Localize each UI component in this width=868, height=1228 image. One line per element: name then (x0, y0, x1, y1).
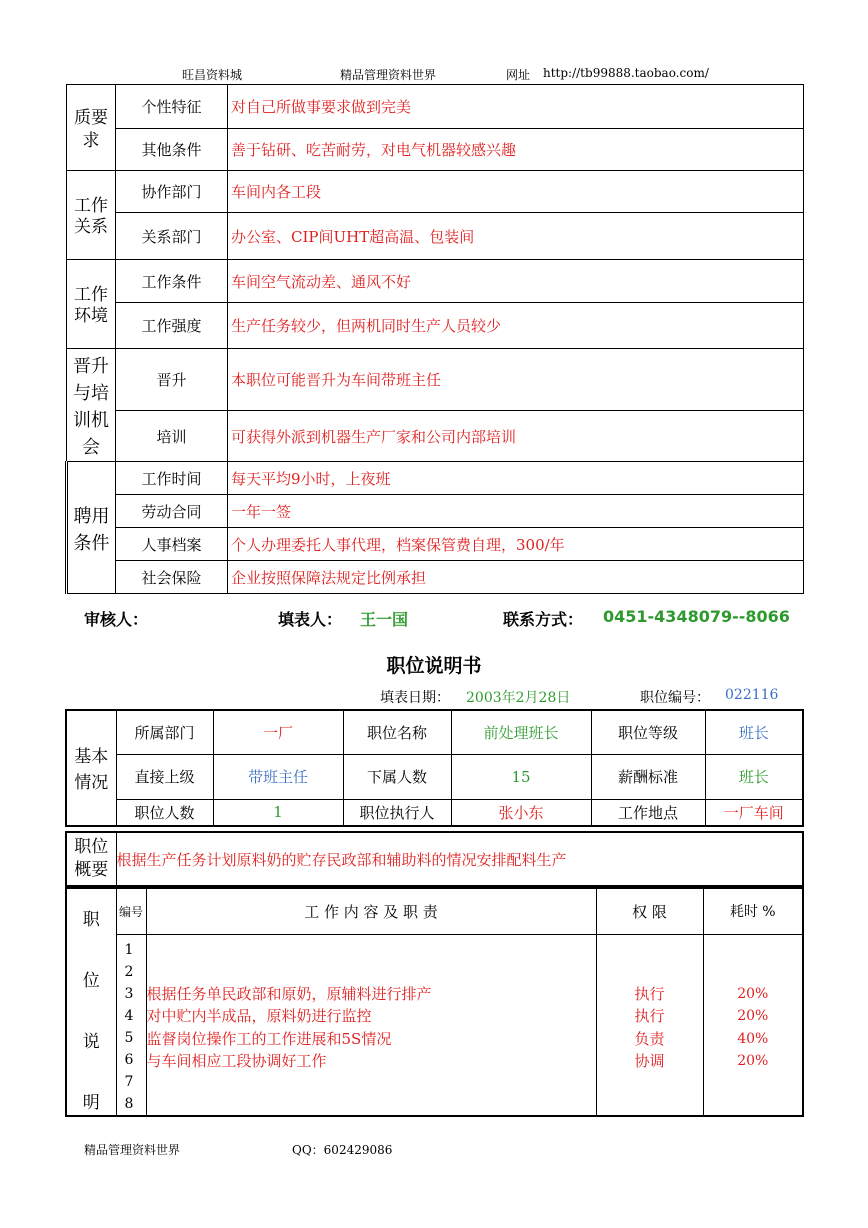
row-label: 劳动合同 (116, 495, 228, 528)
row-label: 协作部门 (116, 171, 228, 213)
section-summary: 职位概要 (66, 832, 116, 886)
row-number: 5 (124, 1029, 134, 1046)
boss-label: 直接上级 (116, 754, 213, 799)
duties-section-char: 说 (82, 1032, 100, 1052)
col-time-header: 耗时 % (703, 888, 803, 934)
requirements-table (65, 84, 804, 594)
code-value: 022116 (725, 687, 779, 703)
task-text: 根据任务单民政部和原奶，原辅料进行排产 (146, 984, 432, 1003)
section-environment: 工作环境 (67, 260, 116, 349)
row-value: 善于钻研、吃苦耐劳，对电气机器较感兴趣 (228, 129, 804, 171)
duties-section-char: 位 (82, 971, 100, 991)
date-label: 填表日期： (380, 690, 450, 706)
col-no-header: 编号 (116, 888, 146, 934)
header-shop: 旺昌资料城 (182, 68, 243, 82)
row-value: 对自己所做事要求做到完美 (228, 85, 804, 129)
row-value: 企业按照保障法规定比例承担 (228, 561, 804, 594)
row-label: 培训 (116, 411, 228, 462)
task-column (146, 934, 596, 1116)
row-label: 晋升 (116, 349, 228, 411)
exec-value: 张小东 (451, 799, 591, 826)
footer-qq: QQ：602429086 (292, 1143, 393, 1157)
code-label: 职位编号： (640, 690, 710, 706)
task-auth: 执行 (634, 984, 665, 1003)
row-number: 7 (124, 1073, 134, 1090)
task-time: 20% (737, 1053, 769, 1069)
row-label: 人事档案 (116, 528, 228, 561)
section-duties (66, 888, 116, 1116)
summary-table (65, 831, 804, 887)
row-number: 2 (124, 963, 134, 980)
section-quality: 质要求 (67, 85, 116, 171)
row-value: 个人办理委托人事代理，档案保管费自理，300/年 (228, 528, 804, 561)
pay-label: 薪酬标准 (591, 754, 705, 799)
row-label: 个性特征 (116, 85, 228, 129)
contact-label: 联系方式： (503, 610, 584, 629)
row-label: 工作时间 (116, 462, 228, 495)
subs-value: 15 (451, 754, 591, 799)
task-auth: 协调 (634, 1052, 665, 1070)
filler-label: 填表人： (278, 610, 343, 629)
duties-table (65, 887, 804, 1117)
row-label: 关系部门 (116, 213, 228, 260)
task-auth: 执行 (634, 1007, 665, 1025)
grade-label: 职位等级 (591, 710, 705, 754)
contact-value: 0451-4348079--8066 (603, 607, 790, 626)
task-time: 20% (737, 985, 769, 1002)
row-value: 办公室、CIP间UHT超高温、包装间 (228, 213, 804, 260)
pay-value: 班长 (705, 754, 803, 799)
section-employment: 聘用条件 (67, 462, 116, 594)
place-label: 工作地点 (591, 799, 705, 826)
row-value: 生产任务较少，但两机同时生产人员较少 (228, 303, 804, 349)
row-label: 其他条件 (116, 129, 228, 171)
row-number: 6 (124, 1051, 134, 1068)
header-url-label: 网址 (506, 68, 531, 82)
date-value: 2003年2月28日 (466, 690, 571, 706)
exec-label: 职位执行人 (343, 799, 451, 826)
header-world: 精品管理资料世界 (340, 68, 437, 82)
row-number: 4 (124, 1007, 134, 1024)
dept-label: 所属部门 (116, 710, 213, 754)
row-label: 工作条件 (116, 260, 228, 303)
task-text: 监督岗位操作工的工作进展和5S情况 (146, 1029, 392, 1048)
task-text: 对中贮内半成品，原料奶进行监控 (146, 1007, 372, 1025)
row-number: 1 (124, 941, 134, 958)
section-relations: 工作关系 (67, 171, 116, 260)
pos-label: 职位名称 (343, 710, 451, 754)
page-title: 职位说明书 (386, 655, 482, 677)
col-content-header: 工 作 内 容 及 职 责 (146, 888, 596, 934)
filler-name: 王一国 (360, 610, 409, 629)
grade-value: 班长 (705, 710, 803, 754)
row-value: 每天平均9小时，上夜班 (228, 462, 804, 495)
dept-value: 一厂 (213, 710, 343, 754)
reviewer-label: 审核人： (84, 610, 149, 629)
auth-column (596, 934, 703, 1116)
row-number: 8 (124, 1095, 134, 1112)
task-text: 与车间相应工段协调好工作 (146, 1052, 327, 1070)
col-auth-header: 权 限 (596, 888, 703, 934)
row-label: 社会保险 (116, 561, 228, 594)
summary-text: 根据生产任务计划原料奶的贮存民政部和辅助料的情况安排配料生产 (116, 832, 803, 886)
duties-section-char: 明 (82, 1093, 100, 1113)
pos-value: 前处理班长 (451, 710, 591, 754)
subs-label: 下属人数 (343, 754, 451, 799)
section-promotion: 晋升与培训机会 (67, 349, 116, 462)
row-value: 可获得外派到机器生产厂家和公司内部培训 (228, 411, 804, 462)
basic-info-table (65, 709, 804, 827)
section-basic: 基本情况 (66, 710, 116, 826)
task-time: 40% (737, 1030, 769, 1047)
row-label: 工作强度 (116, 303, 228, 349)
count-value: 1 (213, 799, 343, 826)
task-auth: 负责 (634, 1029, 665, 1048)
row-value: 车间空气流动差、通风不好 (228, 260, 804, 303)
row-value: 车间内各工段 (228, 171, 804, 213)
row-value: 本职位可能晋升为车间带班主任 (228, 349, 804, 411)
header-url[interactable]: http://tb99888.taobao.com/ (543, 66, 709, 80)
row-value: 一年一签 (228, 495, 804, 528)
number-column (116, 934, 146, 1116)
boss-value: 带班主任 (213, 754, 343, 799)
duties-section-char: 职 (82, 910, 100, 930)
row-number: 3 (124, 985, 134, 1002)
place-value: 一厂车间 (705, 799, 803, 826)
footer-left: 精品管理资料世界 (84, 1143, 181, 1157)
time-column (703, 934, 803, 1116)
count-label: 职位人数 (116, 799, 213, 826)
task-time: 20% (737, 1008, 769, 1024)
